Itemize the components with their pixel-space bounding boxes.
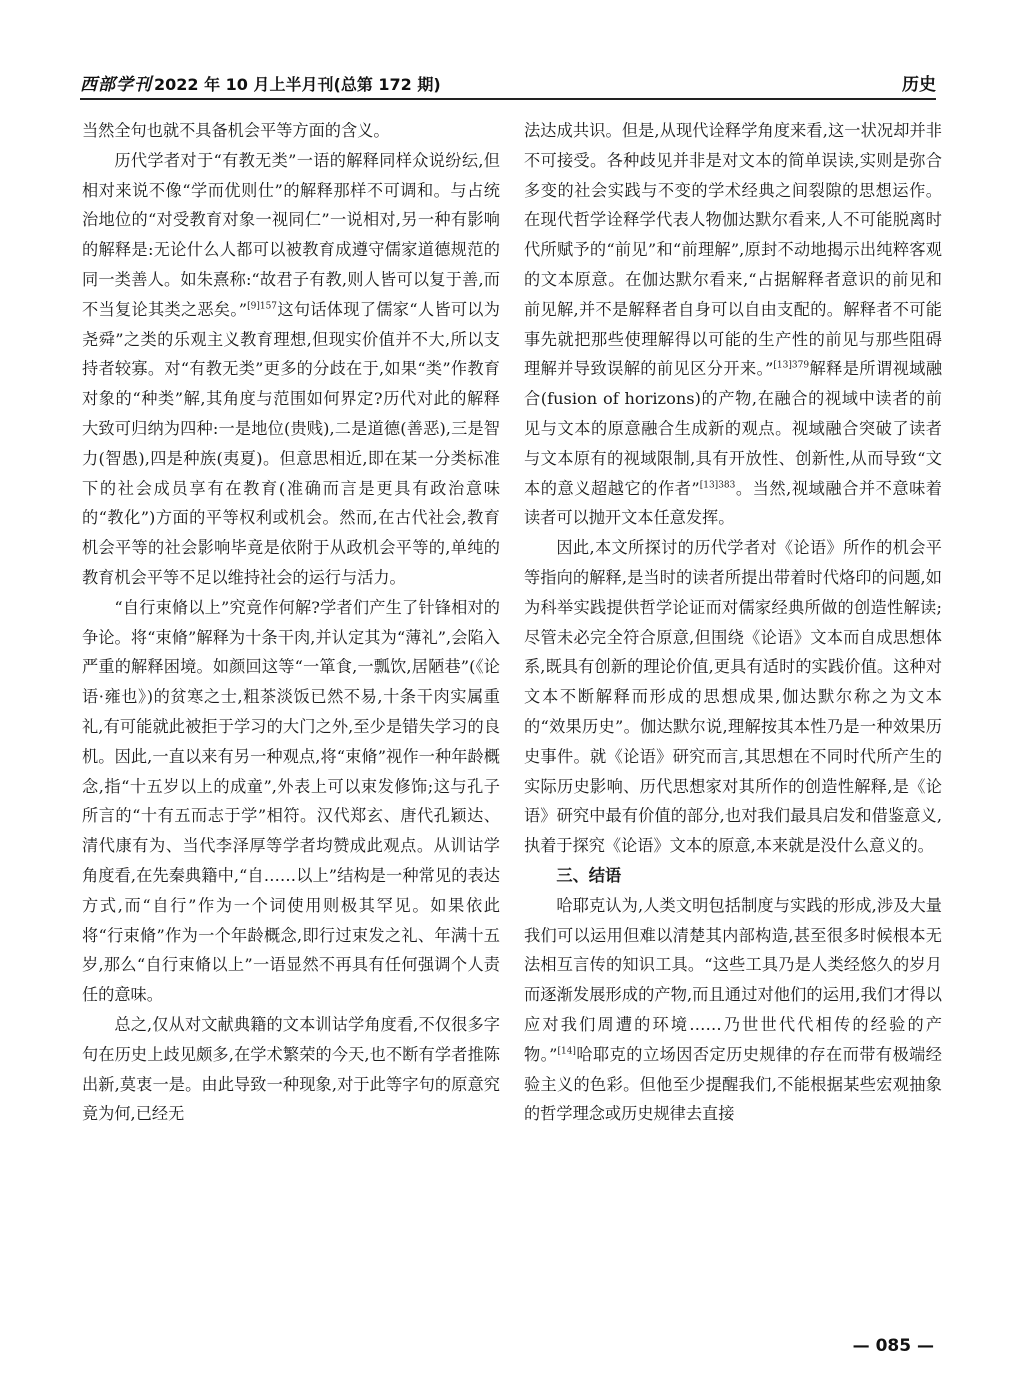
citation-ref: [13]383	[699, 480, 736, 491]
header-left	[80, 70, 441, 95]
section-heading: 三、结语	[556, 865, 622, 885]
paragraph: 法达成共识。但是,从现代诠释学角度来看,这一状况却并非不可接受。各种歧见并非是对文本的简单误读,实则是弥合多变的社会实践与不变的学术经典之间裂隙的思想运作。在现代哲学诠释学代表人物伽达默尔看来,人不可能脱离时代所赋予的“前见”和“前理解”,原封不动地揭示出纯粹客观的文本原意。在伽达默尔看来,“占据解释者意识的前见和前见解,并不是解释者自身可以自由支配的。解释者不可能事先就把那些使理解得以可能的生产性的前见与那些阻碍理解并导致误解的前见区分开来。”$^{[13]379}$解释是所谓视域融合(fusion of horizons)的产物,在融合的视域中读者的前见与文本的原意融合生成新的观点。视域融合突破了读者与文本原有的视域限制,具有开放性、创新性,从而导致“文本的意义超越它的作者”$^{[13]383}$。当然,视域融合并不意味着读者可以抛开文本任意发挥。	[524, 121, 943, 528]
right-column	[524, 116, 942, 1129]
section-name: 历史	[902, 75, 936, 95]
header-rule	[80, 98, 936, 100]
citation-ref: [13]379	[773, 360, 810, 371]
citation-ref: [14]	[557, 1046, 576, 1057]
paragraph: 历代学者对于“有教无类”一语的解释同样众说纷纭,但相对来说不像“学而优则仕”的解释那样不可调和。与占统治地位的“对受教育对象一视同仁”一说相对,另一种有影响的解释是:无论什么人都可以被教育成遵守儒家道德规范的同一类善人。如朱熹称:“故君子有教,则人皆可以复于善,而不当复论其类之恶矣。”$^{[9]157}$这句话体现了儒家“人皆可以为尧舜”之类的乐观主义教育理想,但现实价值并不大,所以支持者较寡。对“有教无类”更多的分歧在于,如果“类”作教育对象的“种类”解,其角度与范围如何界定?历代对此的解释大致可归纳为四种:一是地位(贵贱),二是道德(善恶),三是智力(智愚),四是种族(夷夏)。但意思相近,即在某一分类标准下的社会成员享有在教育(准确而言是更具有政治意味的“教化”)方面的平等权利或机会。然而,在古代社会,教育机会平等的社会影响毕竟是依附于从政机会平等的,单纯的教育机会平等不足以维持社会的运行与活力。	[82, 150, 500, 587]
paragraph: 总之,仅从对文献典籍的文本训诂学角度看,不仅很多字句在历史上歧见颇多,在学术繁荣的今天,也不断有学者推陈出新,莫衷一是。由此导致一种现象,对于此等字句的原意究竟为何,已经无	[82, 1014, 500, 1124]
journal-logo: 西部学刊	[80, 75, 152, 95]
citation-ref: [9]157	[247, 301, 278, 312]
paragraph: “自行束脩以上”究竟作何解?学者们产生了针锋相对的争论。将“束脩”解释为十条干肉,并认定其为“薄礼”,会陷入严重的解释困境。如颜回这等“一箪食,一瓢饮,居陋巷”(《论语·雍也》)的贫寒之士,粗茶淡饭已然不易,十条干肉实属重礼,有可能就此被拒于学习的大门之外,至少是错失学习的良机。因此,一直以来有另一种观点,将“束脩”视作一种年龄概念,指“十五岁以上的成童”,外表上可以束发修饰;这与孔子所言的“十有五而志于学”相符。汉代郑玄、唐代孔颖达、清代康有为、当代李泽厚等学者均赞成此观点。从训诂学角度看,在先秦典籍中,“自……以上”结构是一种常见的表达方式,而“自行”作为一个词使用则极其罕见。如果依此将“行束脩”作为一个年龄概念,即行过束发之礼、年满十五岁,那么“自行束脩以上”一语显然不再具有任何强调个人责任的意味。	[82, 597, 500, 1005]
left-column	[82, 116, 500, 1129]
paragraph: 哈耶克认为,人类文明包括制度与实践的形成,涉及大量我们可以运用但难以清楚其内部构造,甚至很多时候根本无法相互言传的知识工具。“这些工具乃是人类经悠久的岁月而逐渐发展形成的产物,而且通过对他们的运用,我们才得以应对我们周遭的环境……乃世世代代相传的经验的产物。”[14]哈耶克的立场因否定历史规律的存在而带有极端经验主义的色彩。但他至少提醒我们,不能根据某些宏观抽象的哲学理念或历史规律去直接	[524, 895, 942, 1124]
issue-info: 2022 年 10 月上半月刊(总第 172 期)	[154, 75, 441, 94]
paragraph: 因此,本文所探讨的历代学者对《论语》所作的机会平等指向的解释,是当时的读者所提出带着时代烙印的问题,如为科举实践提供哲学论证而对儒家经典所做的创造性解读;尽管未必完全符合原意,但围绕《论语》文本而自成思想体系,既具有创新的理论价值,更具有适时的实践价值。这种对文本不断解释而形成的思想成果,伽达默尔称之为文本的“效果历史”。伽达默尔说,理解按其本性乃是一种效果历史事件。就《论语》研究而言,其思想在不同时代所产生的实际历史影响、历代思想家对其所作的创造性解释,是《论语》研究中最有价值的部分,也对我们最具启发和借鉴意义,执着于探究《论语》文本的原意,本来就是没什么意义的。	[524, 538, 942, 856]
page-number: — 085 —	[852, 1336, 934, 1356]
paragraph: 当然全句也就不具备机会平等方面的含义。	[82, 121, 390, 140]
page-header	[80, 70, 936, 102]
